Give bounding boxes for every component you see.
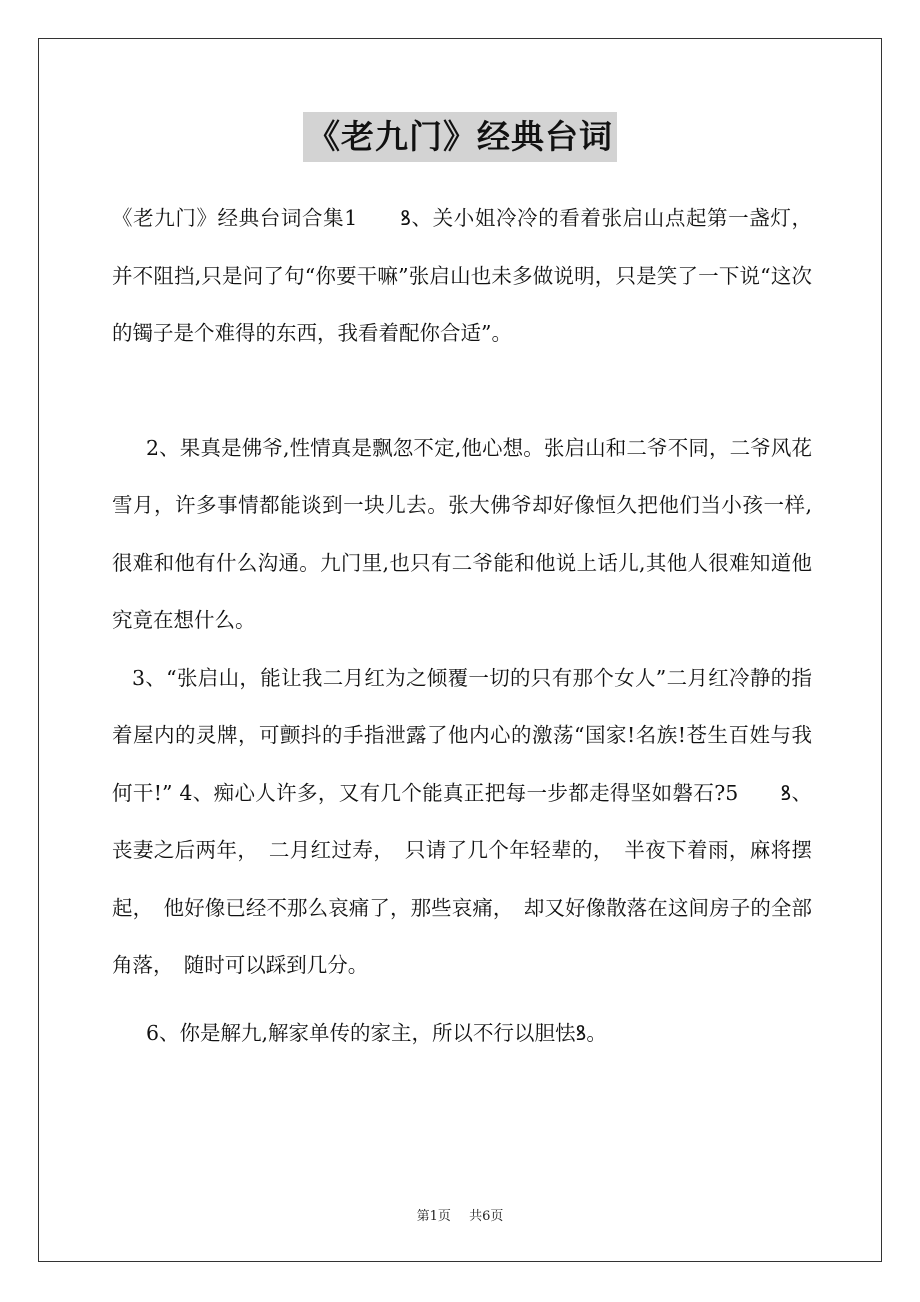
paragraph-3: 3、“张启山，能让我二月红为之倾覆一切的只有那个女人”二月红冷静的指着屋内的灵牌，可颤抖的手指泄露了他内心的激荡“国家!名族!苍生百姓与我何干!” 4、痴心人许多，又有几个能真正把每一步都走得坚如磐石?5 ꝸ、丧妻之后两年， 二月红过寿， 只请了几个年轻辈的， 半夜下着雨，麻将摆起， 他好像已经不那么哀痛了，那些哀痛， 却又好像散落在这间房子的全部角落， 随时可以踩到几分。: [112, 665, 812, 977]
document-title: 《老九门》经典台词: [303, 112, 617, 162]
page-footer: [0, 1208, 920, 1226]
title-container: [0, 112, 920, 162]
paragraph-1: 《老九门》经典台词合集1 ꝸ、关小姐冷冷的看着张启山点起第一盏灯，并不阻挡,只是问了句“你要干嘛”张启山也未多做说明，只是笑了一下说“这次的镯子是个难得的东西，我看着配你合适”。: [112, 206, 812, 345]
paragraph-2: 2、果真是佛爷,性情真是飘忽不定,他心想。张启山和二爷不同，二爷风花雪月，许多事情都能谈到一块儿去。张大佛爷却好像恒久把他们当小孩一样,很难和他有什么沟通。九门里,也只有二爷能和他说上话儿,其他人很难知道他究竟在想什么。: [112, 435, 812, 632]
paragraph-4: 6、你是解九,解家单传的家主，所以不行以胆怯ꝸ。: [146, 1020, 607, 1045]
page-total: 共6页: [469, 1209, 504, 1224]
page-number: 第1页: [416, 1209, 451, 1224]
document-body: [112, 190, 812, 1062]
